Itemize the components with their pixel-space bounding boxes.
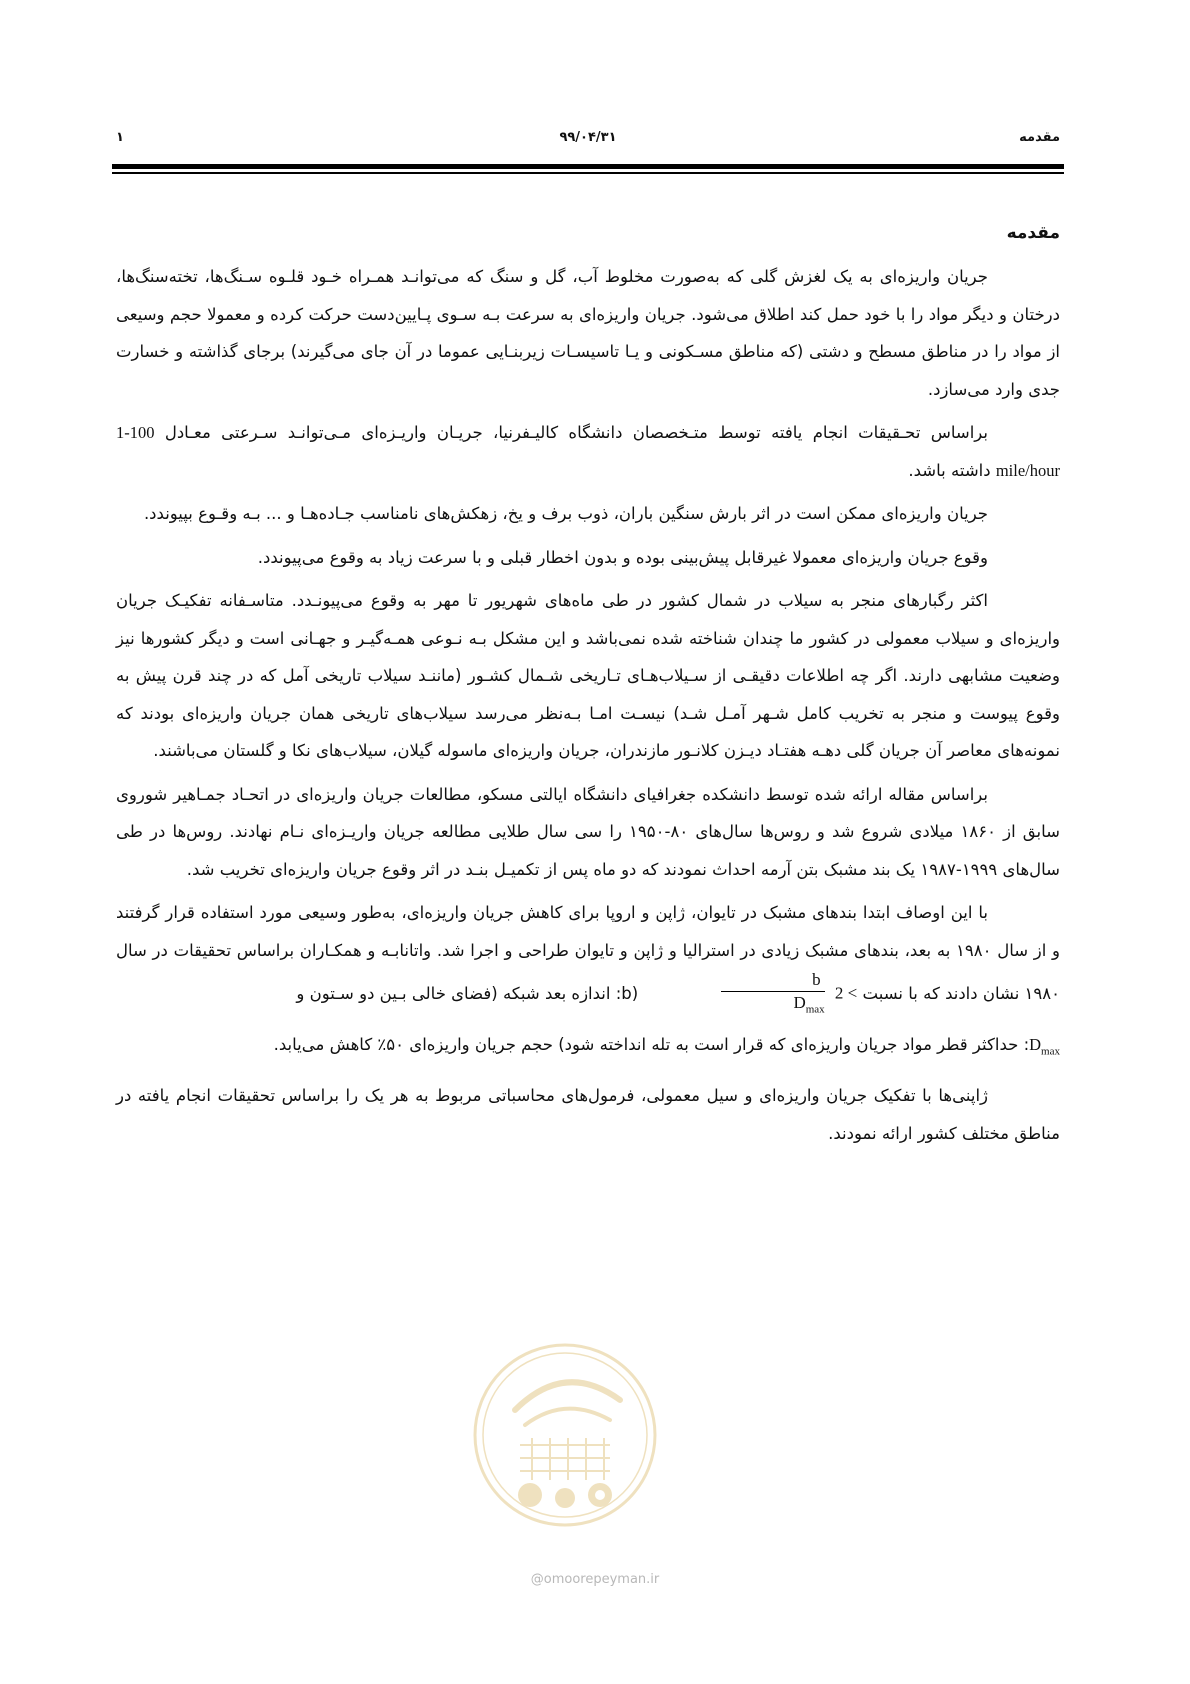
paragraph-2-text-b: داشته باشد. — [908, 460, 991, 480]
denominator-symbol: D — [793, 993, 806, 1012]
fraction-numerator: b — [721, 969, 824, 992]
dmax-symbol — [1029, 1035, 1060, 1058]
paragraph-2-text-a: براساس تحـقیقات انجام یافته توسط متـخصصان دانشگاه کالیـفرنیا، جریـان واریـزه‌ای مـی‌توانـد سـرعتی معـادل — [164, 423, 988, 442]
header-page-number: ۱ — [116, 130, 124, 145]
watermark-logo — [470, 1340, 660, 1530]
page-header — [116, 130, 1060, 152]
paragraph-7-text-a: با این اوصاف ابتدا بندهای مشبک در تایوان، ژاپن و اروپا برای کاهش جریان واریزه‌ای، به‌طور وسیعی مورد استفاده قرار گرفتند و از سال ۱۹۸۰ به بعد، بندهای مشبک زیادی در استرالیا و ژاپن و تایوان طراحی و اجرا شد. واتانابـه و همکـاران براساس تحقیقات در سال ۱۹۸۰ نشان دادند که با نسبت — [116, 903, 1060, 1004]
ratio-relation: 2 < — [834, 983, 858, 1003]
ratio-formula — [643, 969, 857, 1020]
header-rule-thin — [112, 172, 1064, 174]
section-heading: مقدمه — [1006, 223, 1060, 243]
denominator-subscript: max — [805, 1003, 825, 1016]
speed-range: 1-100 mile/hour — [116, 423, 1060, 480]
paragraph-2 — [116, 414, 1060, 489]
paragraph-8-text: : حداکثر قطر مواد جریان واریزه‌ای که قرار است به تله انداخته شود) حجم جریان واریزه‌ای ۵۰٪ کاهش می‌یابد. — [273, 1035, 1030, 1055]
body-content — [116, 218, 1060, 1158]
fraction-denominator — [721, 992, 824, 1020]
header-date: ۹۹/۰۴/۳۱ — [559, 130, 617, 145]
paragraph-4: وقوع جریان واریزه‌ای معمولا غیرقابل پیش‌بینی بوده و بدون اخطار قبلی و با سرعت زیاد به وقوع می‌پیوندد. — [257, 547, 988, 567]
ratio-fraction — [721, 969, 824, 1020]
dmax-letter: D — [1029, 1035, 1042, 1055]
watermark-site: @omoorepeyman.ir — [530, 1572, 660, 1587]
paragraph-1: جریان واریزه‌ای به یک لغزش گلی که به‌صورت مخلوط آب، گل و سنگ که می‌توانـد همـراه خـود قلـوه سـنگ‌ها، تخته‌سنگ‌ها، درختان و دیگر مواد را با خود حمل کند اطلاق می‌شود. جریان واریزه‌ای به سرعت بـه سـوی پـایین‌دست حرکت کرده و معمولا حجم وسیعی از مواد را در مناطق مسطح و دشتی (که مناطق مسـکونی و یـا تاسیسـات زیربنـایی عموما در آن جای می‌گیرند) برجای گذاشته و خسارت جدی وارد می‌سازد. — [116, 267, 1060, 399]
header-section-title: مقدمه — [1019, 130, 1060, 145]
paragraph-7-text-b: (b: اندازه بعد شبکه (فضای خالی بـین دو سـتون و — [296, 984, 639, 1004]
paragraph-5: اکثر رگبارهای منجر به سیلاب در شمال کشور در طی ماه‌های شهریور تا مهر به وقوع می‌پیونـدد. متاسـفانه تفکیـک جریان واریزه‌ای و سیلاب معمولی در کشور ما چندان شناخته شده نمی‌باشد و این مشکل بـه نـوعی همـه‌گیـر و جهـانی است و دیگر کشورها نیز وضعیت مشابهی دارند. اگر چه اطلاعات دقیقـی از سـیلاب‌هـای تـاریخی شـمال کشـور (ماننـد سیلاب تاریخی آمل که در چند قرن پیش به وقوع پیوست و منجر به تخریب کامل شـهر آمـل شـد) نیسـت امـا بـه‌نظر می‌رسد سیلاب‌های تاریخی همان جریان واریزه‌ای بودند که نمونه‌های معاصر آن جریان گلی دهـه هفتـاد دیـزن کلانـور مازندران، جریان واریزه‌ای ماسوله گیلان، سیلاب‌های نکا و گلستان می‌باشند. — [116, 591, 1060, 760]
paragraph-8 — [116, 1026, 1060, 1071]
paragraph-7 — [116, 894, 1060, 1020]
header-rule-thick — [112, 164, 1064, 169]
paragraph-9: ژاپنی‌ها با تفکیک جریان واریزه‌ای و سیل معمولی، فرمول‌های محاسباتی مربوط به هر یک را براساس تحقیقات انجام یافته در مناطق مختلف کشور ارائه نمودند. — [116, 1086, 1060, 1143]
dmax-subscript: max — [1041, 1045, 1060, 1058]
paragraph-3: جریان واریزه‌ای ممکن است در اثر بارش سنگین باران، ذوب برف و یخ، زهکش‌های نامناسب جـاده‌هـا و ... بـه وقـوع بپیوندد. — [143, 504, 988, 523]
paragraph-6: براساس مقاله ارائه شده توسط دانشکده جغرافیای دانشگاه ایالتی مسکو، مطالعات جریان واریزه‌ای در اتحـاد جمـاهیر شوروی سابق از ۱۸۶۰ میلادی شروع شد و روس‌ها سال‌های ۸۰-۱۹۵۰ را سی سال طلایی مطالعه جریان واریـزه‌ای نـام نهادند. روس‌ها در طی سال‌های ۱۹۹۹-۱۹۸۷ یک بند مشبک بتن آرمه احداث نمودند که دو ماه پس از تکمیـل بنـد در اثر وقوع جریان واریزه‌ای تخریب شد. — [116, 784, 1060, 879]
